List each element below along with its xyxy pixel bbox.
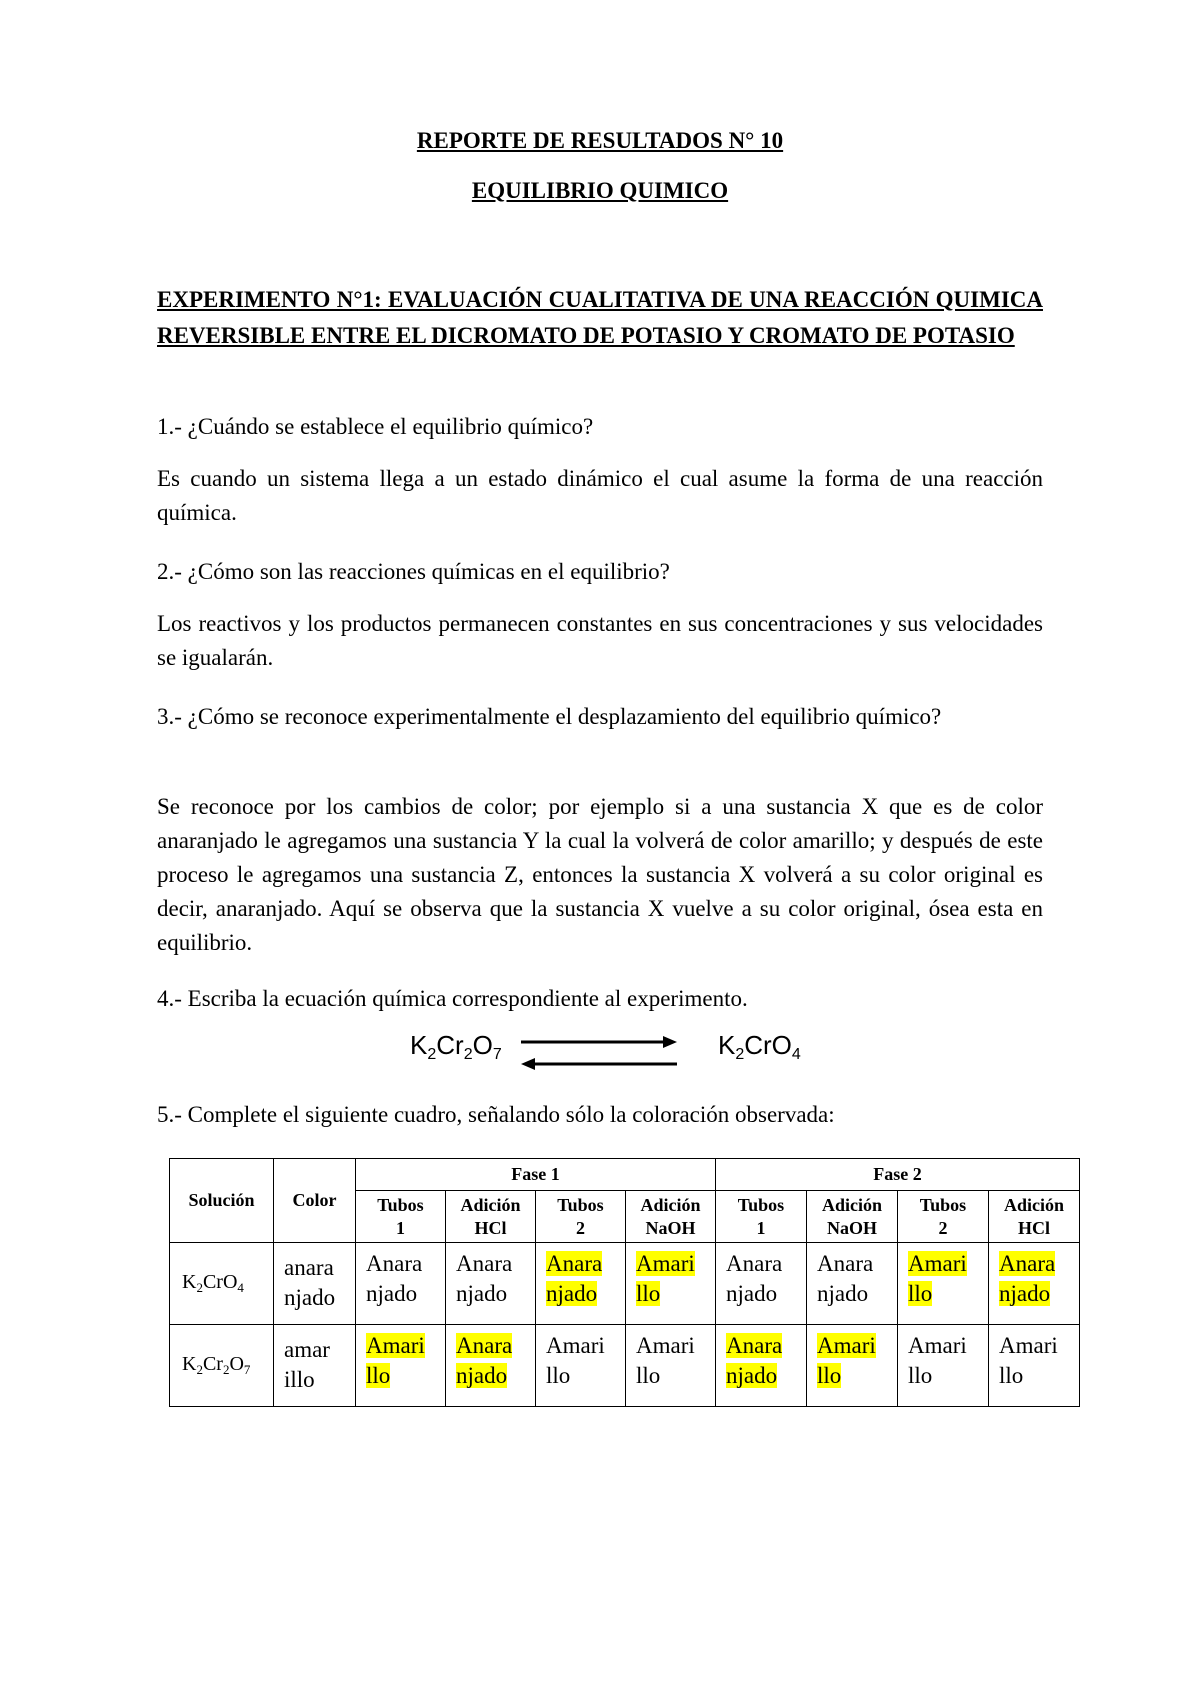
question-5: 5.- Complete el siguiente cuadro, señalando sólo la coloración observada: [157,1102,835,1127]
color-observation-cell: Amari llo [626,1325,716,1407]
color-observation-cell: Amari llo [989,1325,1080,1407]
header-fase-1: Fase 1 [356,1159,716,1191]
subheader-cell: Tubos 1 [716,1191,807,1243]
color-observation-cell: Amari llo [536,1325,626,1407]
color-cell: anara njado [274,1243,356,1325]
header-fase-2: Fase 2 [716,1159,1080,1191]
color-observation-cell: Anara njado [446,1243,536,1325]
subheader-cell: Tubos 2 [536,1191,626,1243]
answer-2: Los reactivos y los productos permanecen constantes en sus concentraciones y sus velocidades se igualarán. [157,611,1043,670]
question-4: 4.- Escriba la ecuación química correspondiente al experimento. [157,986,748,1011]
report-subtitle: EQUILIBRIO QUIMICO [471,178,729,203]
color-observation-cell: Amari llo [356,1325,446,1407]
color-observation-cell: Amari llo [807,1325,898,1407]
answer-1: Es cuando un sistema llega a un estado dinámico el cual asume la forma de una reacción química. [157,466,1043,525]
solution-cell: $K_2CrO_4$ [170,1243,274,1325]
equation-reactant: $K_2Cr_2O_7$ [410,1030,502,1063]
color-observation-cell: Anara njado [716,1243,807,1325]
color-observation-cell: Anara njado [446,1325,536,1407]
table-header-row [170,1159,1080,1191]
subheader-cell: Adición HCl [446,1191,536,1243]
table-row [170,1325,1080,1407]
color-observation-cell: Anara njado [807,1243,898,1325]
color-observation-cell: Amari llo [626,1243,716,1325]
question-1: 1.- ¿Cuándo se establece el equilibrio químico? [157,414,594,439]
color-observation-cell: Anara njado [536,1243,626,1325]
subheader-cell: Tubos 2 [898,1191,989,1243]
equation-product: $K_2CrO_4$ [718,1030,801,1063]
subheader-cell: Adición HCl [989,1191,1080,1243]
color-cell: amar illo [274,1325,356,1407]
question-3: 3.- ¿Cómo se reconoce experimentalmente el desplazamiento del equilibrio químico? [157,704,942,729]
subheader-cell: Adición NaOH [626,1191,716,1243]
table-row [170,1243,1080,1325]
answer-3: Se reconoce por los cambios de color; por ejemplo si a una sustancia X que es de color anaranjado le agregamos una sustancia Y la cual la volverá de color amarillo; y después de este proceso le agregamos una sustancia Z, entonces la sustancia X volverá a su color original es decir, anaranjado. Aquí se observa que la sustancia X vuelve a su color original, ósea esta en equilibrio. [157,794,1043,955]
subheader-cell: Adición NaOH [807,1191,898,1243]
color-observation-cell: Amari llo [898,1243,989,1325]
equilibrium-arrows-icon [519,1032,679,1080]
color-observation-cell: Amari llo [898,1325,989,1407]
experiment-title: EXPERIMENTO N°1: EVALUACIÓN CUALITATIVA DE UNA REACCIÓN QUIMICA REVERSIBLE ENTRE EL DICROMATO DE POTASIO Y CROMATO DE POTASIO [157,287,1043,348]
color-observation-cell: Anara njado [716,1325,807,1407]
report-title: REPORTE DE RESULTADOS N° 10 [416,128,784,153]
subheader-cell: Tubos 1 [356,1191,446,1243]
results-table [169,1158,1080,1407]
solution-cell: $K_2Cr_2O_7$ [170,1325,274,1407]
question-2: 2.- ¿Cómo son las reacciones químicas en el equilibrio? [157,559,670,584]
header-color: Color [274,1159,356,1243]
header-solucion: Solución [170,1159,274,1243]
color-observation-cell: Anara njado [356,1243,446,1325]
color-observation-cell: Anara njado [989,1243,1080,1325]
